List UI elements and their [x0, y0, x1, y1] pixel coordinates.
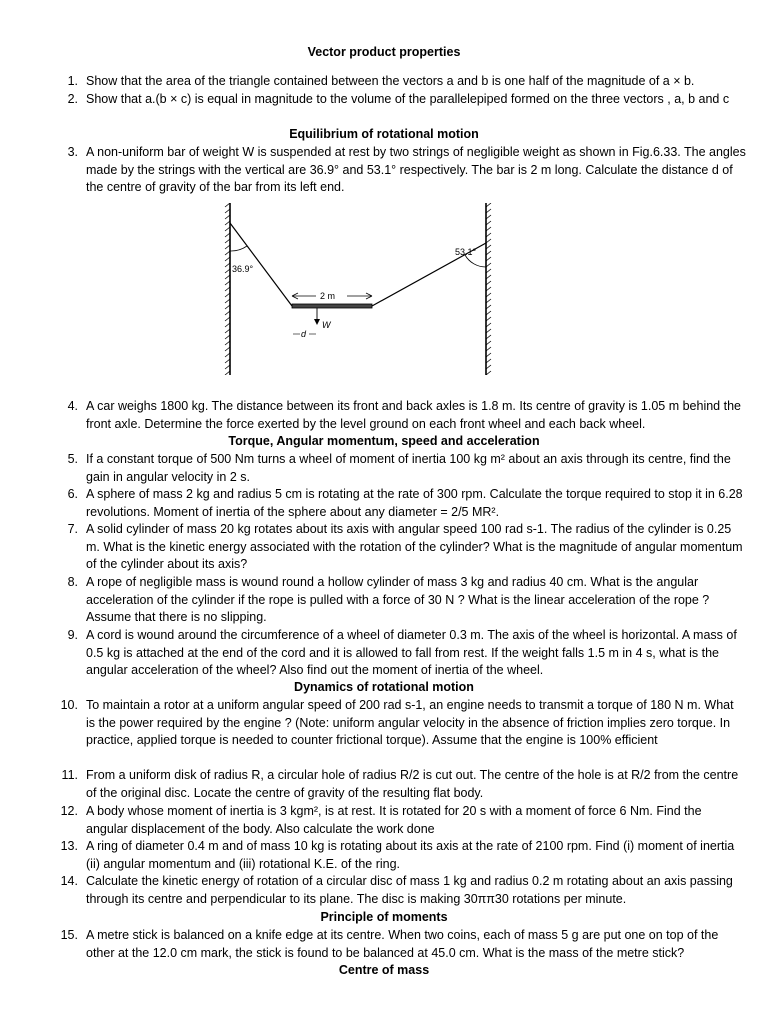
question-number: 13.	[60, 839, 78, 853]
question-number: 1.	[67, 74, 78, 88]
question-number: 3.	[67, 145, 78, 159]
heading-vector-product: Vector product properties	[307, 45, 461, 59]
question-text: A non-uniform bar of weight W is suspended at rest by two strings of negligible weight as shown in Fig.6.33. The angles made by the strings with the vertical are 36.9° and 53.1° respectively. The bar is 2 m long. Calculate the distance d of the centre of gravity of the bar from its left end.	[86, 145, 746, 195]
heading-torque: Torque, Angular momentum, speed and acceleration	[228, 434, 540, 448]
bar	[292, 304, 372, 308]
question-number: 15.	[60, 928, 78, 942]
question-number: 6.	[67, 487, 78, 501]
question-text: A body whose moment of inertia is 3 kgm², is at rest. It is rotated for 20 s with a moment of force 6 Nm. Find the angular displacement of the body. Also calculate the work done	[86, 804, 702, 836]
left-angle-arc	[230, 246, 247, 251]
question-text: A solid cylinder of mass 20 kg rotates about its axis with angular speed 100 rad s-1. The radius of the cylinder is 0.25 m. What is the kinetic energy associated with the rotation of the cylinder? What is the magnitude of angular momentum of the cylinder about its axis?	[86, 522, 743, 572]
question-text: A metre stick is balanced on a knife edge at its centre. When two coins, each of mass 5 g are put one on top of the other at the 12.0 cm mark, the stick is found to be balanced at 45.0 cm. What is the mass of the metre stick?	[86, 928, 719, 960]
heading-equilibrium: Equilibrium of rotational motion	[289, 127, 479, 141]
question-number: 7.	[67, 522, 78, 536]
question-text: To maintain a rotor at a uniform angular speed of 200 rad s-1, an engine needs to transmit a torque of 180 N m. What is the power required by the engine ? (Note: uniform angular velocity in the absence of friction implies zero torque. In practice, applied torque is needed to counter frictional torque). Assume that the engine is 100% efficient	[86, 698, 734, 748]
question-number: 11.	[61, 768, 78, 782]
question-text: A rope of negligible mass is wound round a hollow cylinder of mass 3 kg and radius 40 cm. What is the angular acceleration of the cylinder if the rope is pulled with a force of 30 N ? What is the linear acceleration of the rope ? Assume that there is no slipping.	[86, 575, 710, 625]
question-text: From a uniform disk of radius R, a circular hole of radius R/2 is cut out. The centre of the hole is at R/2 from the centre of the original disc. Locate the centre of gravity of the resulting flat body.	[86, 768, 739, 800]
weight-label: W	[322, 320, 331, 330]
suspended-bar-figure	[222, 203, 494, 375]
question-number: 10.	[60, 698, 78, 712]
length-label: 2 m	[320, 291, 336, 301]
question-text: A cord is wound around the circumference of a wheel of diameter 0.3 m. The axis of the wheel is horizontal. A mass of 0.5 kg is attached at the end of the cord and it is allowed to fall from rest. If the weight falls 1.5 m in 4 s, what is the angular acceleration of the wheel? Also find out the moment of inertia of the wheel.	[86, 628, 737, 678]
question-text: Show that a.(b × c) is equal in magnitude to the volume of the parallelepiped formed on the three vectors , a, b and c	[86, 92, 730, 106]
question-number: 8.	[67, 575, 78, 589]
question-text: If a constant torque of 500 Nm turns a wheel of moment of inertia 100 kg m² about an axis through its centre, find the gain in angular velocity in 2 s.	[86, 452, 731, 484]
question-number: 2.	[67, 92, 78, 106]
weight-arrowhead	[314, 319, 320, 325]
heading-moments: Principle of moments	[320, 910, 448, 924]
left-angle-label: 36.9°	[232, 264, 254, 274]
question-text: Calculate the kinetic energy of rotation of a circular disc of mass 1 kg and radius 0.2 m rotating about an axis passing through its centre and perpendicular to its plane. The disc is making 30ππ30 rotations per minute.	[86, 874, 733, 906]
question-text: A car weighs 1800 kg. The distance between its front and back axles is 1.8 m. Its centre of gravity is 1.05 m behind the front axle. Determine the force exerted by the level ground on each front wheel and each back wheel.	[86, 399, 741, 431]
heading-centre-of-mass: Centre of mass	[338, 963, 430, 977]
question-number: 12.	[60, 804, 78, 818]
question-text: A ring of diameter 0.4 m and of mass 10 kg is rotating about its axis at the rate of 2100 rpm. Find (i) moment of inertia (ii) angular momentum and (iii) rotational K.E. of the ring.	[86, 839, 735, 871]
question-number: 14.	[60, 874, 78, 888]
question-number: 5.	[67, 452, 78, 466]
right-angle-label: 53.1°	[455, 247, 477, 257]
question-text: A sphere of mass 2 kg and radius 5 cm is rotating at the rate of 300 rpm. Calculate the torque required to stop it in 6.28 revolutions. Moment of inertia of the sphere about any diameter = 2/5 MR².	[86, 487, 743, 519]
heading-dynamics: Dynamics of rotational motion	[294, 680, 474, 694]
distance-label: d	[301, 329, 307, 339]
question-text: Show that the area of the triangle contained between the vectors a and b is one half of the magnitude of a × b.	[86, 74, 695, 88]
question-number: 4.	[67, 399, 78, 413]
question-number: 9.	[67, 628, 78, 642]
